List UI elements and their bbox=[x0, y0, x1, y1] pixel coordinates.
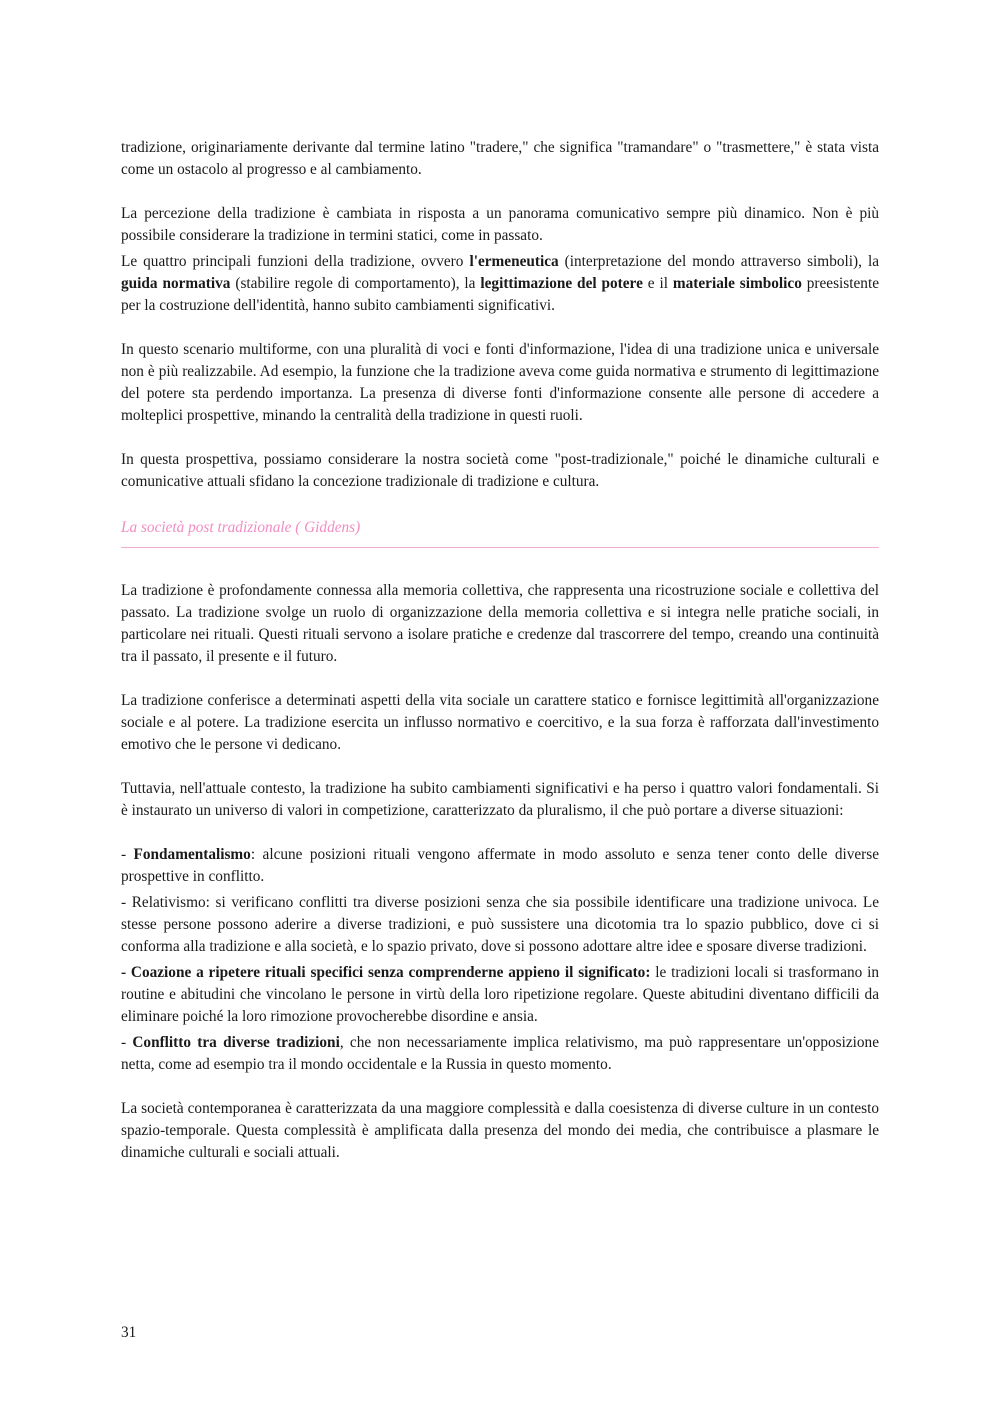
term-conflitto: Conflitto tra diverse tradizioni bbox=[132, 1034, 340, 1051]
list-item-relativismo: - Relativismo: si verificano conflitti tra diverse posizioni senza che sia possibile identificare una tradizione univoca. Le stesse persone possono aderire a diverse tradizioni, e può sussistere una dicotomia tra lo spazio pubblico, dove ci si conforma alla tradizione e alla società, e lo spazio privato, dove si possono adottare altre idee e sposare diverse tradizioni. bbox=[121, 894, 879, 955]
text-run: e il bbox=[642, 275, 673, 292]
paragraph-tradizione-origine: tradizione, originariamente derivante dal termine latino "tradere," che significa "tramandare" o "trasmettere," è stata vista come un ostacolo al progresso e al cambiamento. bbox=[121, 139, 879, 178]
paragraph-percezione: La percezione della tradizione è cambiata in risposta a un panorama comunicativo sempre più dinamico. Non è più possibile considerare la tradizione in termini statici, come in passato. bbox=[121, 205, 879, 244]
page-number: 31 bbox=[121, 1324, 137, 1341]
text-run: (stabilire regole di comportamento), la bbox=[230, 275, 481, 292]
paragraph-memoria-collettiva: La tradizione è profondamente connessa alla memoria collettiva, che rappresenta una ricostruzione sociale e collettiva del passato. La tradizione svolge un ruolo di organizzazione della memoria collettiva e si integra nelle pratiche sociali, in particolare nei rituali. Questi rituali servono a isolare pratiche e credenze dal trascorrere del tempo, creando una continuità tra il passato, il presente e il futuro. bbox=[121, 582, 879, 665]
term-guida-normativa: guida normativa bbox=[121, 275, 231, 292]
text-run: : alcune posizioni rituali vengono affermate in modo assoluto e senza tener conto delle diverse prospettive in conflitto. bbox=[121, 846, 879, 885]
text-run: le tradizioni locali si trasformano in routine e abitudini che vincolano le persone in virtù della loro ripetizione regolare. Queste abitudini diventano difficili da eliminare poiché la loro rimozione provocherebbe disordine e ansia. bbox=[121, 964, 880, 1025]
paragraph-quattro-funzioni bbox=[121, 251, 879, 317]
term-fondamentalismo: Fondamentalismo bbox=[133, 846, 251, 863]
text-run: , che non necessariamente implica relativismo, ma può rappresentare un'opposizione netta, come ad esempio tra il mondo occidentale e la Russia in questo momento. bbox=[121, 1034, 879, 1073]
list-item-fondamentalismo bbox=[121, 844, 879, 888]
paragraph-post-tradizionale: In questa prospettiva, possiamo considerare la nostra società come "post-tradizionale," poiché le dinamiche culturali e comunicative attuali sfidano la concezione tradizionale di tradizione e cultura. bbox=[121, 451, 879, 490]
document-page bbox=[121, 137, 879, 1164]
list-dash: - bbox=[121, 846, 134, 863]
paragraph-carattere-statico: La tradizione conferisce a determinati aspetti della vita sociale un carattere statico e fornisce legittimità all'organizzazione sociale e al potere. La tradizione esercita un influsso normativo e coercitivo, e la sua forza è rafforzata dall'investimento emotivo che le persone vi dedicano. bbox=[121, 692, 879, 753]
list-item-coazione bbox=[121, 962, 879, 1028]
text-run: (interpretazione del mondo attraverso simboli), la bbox=[558, 253, 879, 270]
list-item-conflitto bbox=[121, 1032, 879, 1076]
text-run: preesistente per la costruzione dell'identità, hanno subito cambiamenti significativi. bbox=[121, 275, 879, 314]
section-heading: La società post tradizionale ( Giddens) bbox=[121, 517, 879, 548]
term-ermeneutica: l'ermeneutica bbox=[469, 253, 559, 270]
text-run: Le quattro principali funzioni della tradizione, ovvero bbox=[121, 253, 470, 270]
list-dash: - bbox=[121, 1034, 133, 1051]
term-materiale-simbolico: materiale simbolico bbox=[672, 275, 802, 292]
term-coazione: - Coazione a ripetere rituali specifici senza comprenderne appieno il significato: bbox=[121, 964, 651, 981]
paragraph-scenario-multiforme: In questo scenario multiforme, con una pluralità di voci e fonti d'informazione, l'idea di una tradizione unica e universale non è più realizzabile. Ad esempio, la funzione che la tradizione aveva come guida normativa e strumento di legittimazione del potere sta perdendo importanza. La presenza di diverse fonti d'informazione consente alle persone di accedere a molteplici prospettive, minando la centralità della tradizione in questi ruoli. bbox=[121, 341, 879, 424]
paragraph-societa-contemporanea: La società contemporanea è caratterizzata da una maggiore complessità e dalla coesistenza di diverse culture in un contesto spazio-temporale. Questa complessità è amplificata dalla presenza del mondo dei media, che contribuisce a plasmare le dinamiche culturali e sociali attuali. bbox=[121, 1100, 879, 1161]
term-legittimazione-potere: legittimazione del potere bbox=[480, 275, 643, 292]
paragraph-cambiamenti: Tuttavia, nell'attuale contesto, la tradizione ha subito cambiamenti significativi e ha perso i quattro valori fondamentali. Si è instaurato un universo di valori in competizione, caratterizzato da pluralismo, il che può portare a diverse situazioni: bbox=[121, 780, 879, 819]
